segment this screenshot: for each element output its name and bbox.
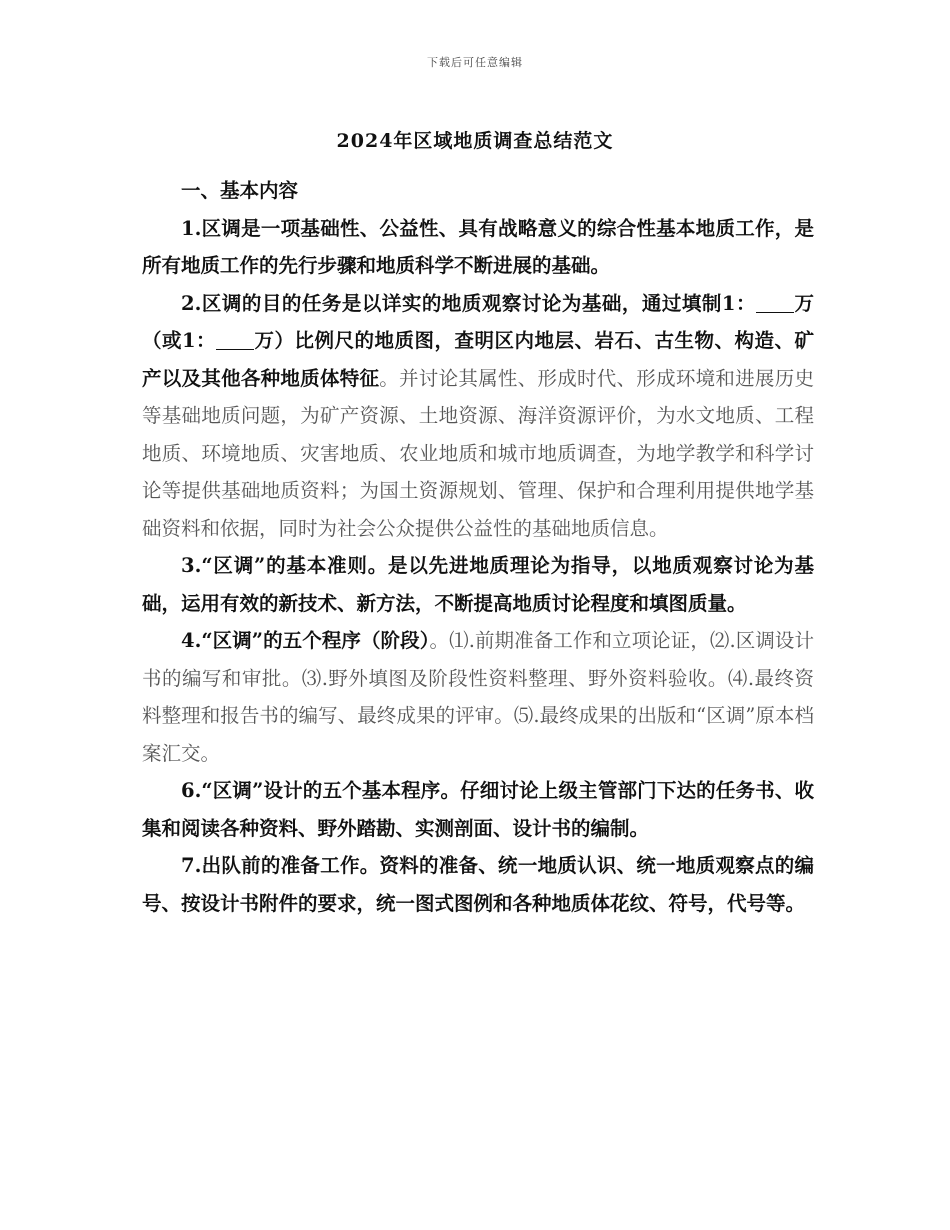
paragraph-2-part-c: 万）比例尺的地质图，查明区内地层、岩石、古生物、构造、矿产以及其他各种地质体特征 [142,329,814,390]
paragraph-1: 1.区调是一项基础性、公益性、具有战略意义的综合性基本地质工作，是所有地质工作的先行步骤和地质科学不断进展的基础。 [142,216,814,277]
paragraph-2-part-b: 万（或1： [142,291,814,352]
paragraph-4-part-a: 4.“区调”的五个程序（阶段） [181,629,430,652]
scale-blank-1 [756,292,794,313]
paragraph-2 [142,285,814,548]
section-heading: 一、基本内容 [181,179,299,202]
paragraph-2-part-a: 2.区调的目的任务是以详实的地质观察讨论为基础，通过填制1： [181,291,756,315]
paragraph-7: 7.出队前的准备工作。资料的准备、统一地质认识、统一地质观察点的编号、按设计书附件的要求，统一图式图例和各种地质体花纹、符号，代号等。 [142,854,814,915]
paragraph-6: 6.“区调”设计的五个基本程序。仔细讨论上级主管部门下达的任务书、收集和阅读各种资料、野外踏勘、实测剖面、设计书的编制。 [142,779,814,840]
paragraph-4 [142,622,814,772]
document-body [142,172,814,922]
page-header: 下载后可任意编辑 [427,56,523,69]
scale-blank-2 [216,329,254,350]
document-title: 2024年区域地质调查总结范文 [336,130,614,152]
paragraph-4-part-b: 。⑴.前期准备工作和立项论证，⑵.区调设计书的编写和审批。⑶.野外填图及阶段性资料整理、野外资料验收。⑷.最终资料整理和报告书的编写、最终成果的评审。⑸.最终成果的出版和“区调”原本档案汇交。 [142,629,814,765]
paragraph-2-part-d: 。并讨论其属性、形成时代、形成环境和进展历史等基础地质问题，为矿产资源、土地资源、海洋资源评价，为水文地质、工程地质、环境地质、灾害地质、农业地质和城市地质调查，为地学教学和科学讨论等提供基础地质资料；为国土资源规划、管理、保护和合理利用提供地学基础资料和依据，同时为社会公众提供公益性的基础地质信息。 [142,366,814,540]
paragraph-3: 3.“区调”的基本准则。是以先进地质理论为指导，以地质观察讨论为基础，运用有效的新技术、新方法，不断提高地质讨论程度和填图质量。 [142,554,814,615]
